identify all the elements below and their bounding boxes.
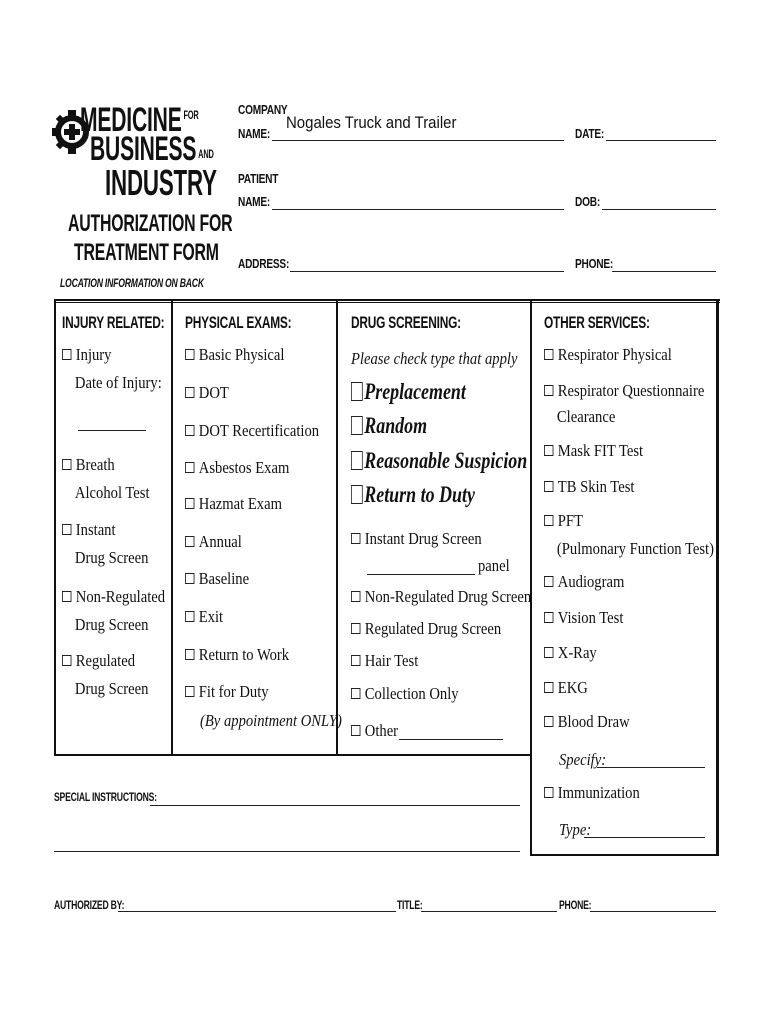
logo-word-medicine: MEDICINE	[80, 101, 182, 139]
table-bottom-border	[54, 754, 532, 756]
other-item[interactable]	[544, 441, 643, 461]
other-bottom-border	[530, 854, 719, 856]
checkbox[interactable]	[185, 573, 194, 584]
breath-label: Breath	[75, 455, 115, 474]
appointment-note: (By appointment ONLY)	[200, 711, 342, 730]
checkbox[interactable]	[544, 349, 553, 360]
other-item[interactable]	[544, 572, 624, 592]
drug-type-label: Preplacement	[364, 379, 466, 404]
logo-word-industry: INDUSTRY	[105, 162, 217, 203]
injury-option[interactable]	[62, 345, 162, 393]
phone-label: PHONE:	[575, 256, 614, 271]
checkbox[interactable]	[351, 382, 363, 401]
physical-label: Baseline	[198, 569, 250, 588]
drug-label: Hair Test	[364, 651, 419, 670]
other-item[interactable]	[544, 678, 588, 698]
form-title-line2: TREATMENT FORM	[74, 239, 219, 266]
checkbox[interactable]	[544, 787, 553, 798]
alcohol-test-label: Alcohol Test	[74, 483, 150, 502]
table-top-border	[54, 299, 720, 301]
form-title-line1: AUTHORIZATION FOR	[68, 210, 233, 237]
checkbox[interactable]	[351, 533, 360, 544]
checkbox[interactable]	[351, 725, 360, 736]
type-field[interactable]	[584, 837, 705, 838]
drug-item[interactable]	[351, 651, 418, 671]
col-divider-3	[530, 299, 532, 856]
specify-label: Specify:	[559, 750, 607, 769]
immunization-label: Immunization	[557, 783, 640, 802]
pft-description: (Pulmonary Function Test)	[556, 539, 714, 558]
physical-item[interactable]	[185, 421, 319, 441]
logo-and: AND	[198, 147, 214, 161]
drug-type-label: Random	[364, 413, 428, 438]
physical-label: DOT Recertification	[198, 421, 320, 440]
checkbox[interactable]	[351, 591, 360, 602]
checkbox[interactable]	[62, 591, 71, 602]
instant-drug-screen-label: Drug Screen	[74, 548, 149, 567]
other-item[interactable]	[544, 608, 623, 628]
physical-label: Fit for Duty	[198, 682, 269, 701]
title-field[interactable]	[421, 911, 557, 912]
tb-label: TB Skin Test	[557, 477, 635, 496]
logo	[50, 98, 215, 203]
company-name-value: Nogales Truck and Trailer	[286, 113, 457, 132]
physical-item[interactable]	[185, 532, 242, 552]
physical-label: Basic Physical	[198, 345, 285, 364]
checkbox[interactable]	[185, 611, 194, 622]
drug-item[interactable]	[351, 529, 482, 549]
checkbox[interactable]	[185, 649, 194, 660]
physical-header: PHYSICAL EXAMS:	[185, 313, 292, 332]
checkbox[interactable]	[351, 655, 360, 666]
physical-item[interactable]	[185, 682, 269, 702]
checkbox[interactable]	[351, 416, 363, 435]
checkbox[interactable]	[185, 387, 194, 398]
other-item[interactable]	[544, 381, 704, 427]
other-item[interactable]	[544, 477, 634, 497]
physical-item[interactable]	[185, 383, 229, 403]
drug-label: Non-Regulated Drug Screen	[364, 587, 532, 606]
patient-label-1: PATIENT	[238, 171, 279, 186]
drug-item[interactable]	[351, 619, 501, 639]
physical-label: Asbestos Exam	[198, 458, 290, 477]
blood-draw-label: Blood Draw	[557, 712, 630, 731]
checkbox[interactable]	[351, 688, 360, 699]
physical-item[interactable]	[185, 458, 289, 478]
checkbox[interactable]	[185, 462, 194, 473]
panel-label: panel	[478, 556, 510, 575]
checkbox[interactable]	[185, 536, 194, 547]
date-of-injury-label: Date of Injury:	[74, 373, 162, 392]
reg-drug-screen-label: Drug Screen	[74, 679, 149, 698]
nonreg-drug-option[interactable]	[62, 587, 165, 635]
checkbox[interactable]	[62, 524, 71, 535]
special-instructions-label: SPECIAL INSTRUCTIONS:	[54, 790, 157, 804]
other-item[interactable]	[544, 511, 714, 559]
logo-for: FOR	[183, 108, 199, 122]
drug-item[interactable]	[351, 721, 398, 741]
checkbox[interactable]	[544, 682, 553, 693]
footer-phone-field[interactable]	[590, 911, 716, 912]
date-label: DATE:	[575, 126, 605, 141]
date-of-injury-field[interactable]	[78, 430, 146, 431]
patient-label-2: NAME:	[238, 194, 271, 209]
checkbox[interactable]	[185, 686, 194, 697]
breath-alcohol-option[interactable]	[62, 455, 150, 503]
address-field[interactable]	[290, 257, 564, 272]
injury-header: INJURY RELATED:	[62, 313, 165, 332]
other-item[interactable]	[544, 783, 640, 803]
drug-type-option[interactable]	[351, 379, 466, 405]
col-divider-2	[336, 299, 338, 756]
special-instructions-field-2[interactable]	[54, 851, 520, 852]
respirator-questionnaire-label: Respirator Questionnaire	[557, 381, 705, 400]
drug-header: DRUG SCREENING:	[351, 313, 461, 332]
drug-type-option[interactable]	[351, 482, 475, 508]
logo-word-business: BUSINESS	[90, 130, 197, 168]
checkbox[interactable]	[544, 716, 553, 727]
checkbox[interactable]	[544, 576, 553, 587]
company-label-1: COMPANY	[238, 102, 288, 117]
checkbox[interactable]	[544, 612, 553, 623]
drug-label: Instant Drug Screen	[364, 529, 482, 548]
drug-type-label: Reasonable Suspicion	[364, 448, 528, 473]
nonreg-label: Non-Regulated	[75, 587, 166, 606]
drug-label: Regulated Drug Screen	[364, 619, 502, 638]
clearance-label: Clearance	[556, 407, 616, 426]
checkbox[interactable]	[544, 481, 553, 492]
location-note: LOCATION INFORMATION ON BACK	[60, 276, 204, 290]
vision-label: Vision Test	[557, 608, 624, 627]
drug-type-label: Return to Duty	[364, 482, 475, 507]
type-label: Type:	[559, 820, 592, 839]
physical-item[interactable]	[185, 645, 289, 665]
reg-drug-option[interactable]	[62, 651, 148, 699]
drug-item[interactable]	[351, 684, 459, 704]
physical-label: Return to Work	[198, 645, 290, 664]
physical-label: Annual	[198, 532, 242, 551]
drug-item[interactable]	[351, 587, 531, 607]
other-item[interactable]	[544, 345, 672, 365]
checkbox[interactable]	[62, 655, 71, 666]
drug-instruction: Please check type that apply	[351, 349, 518, 368]
physical-label: Hazmat Exam	[198, 494, 282, 513]
other-header: OTHER SERVICES:	[544, 313, 650, 332]
col-divider-1	[171, 299, 173, 756]
instant-drug-option[interactable]	[62, 520, 148, 568]
ekg-label: EKG	[557, 678, 588, 697]
checkbox[interactable]	[62, 349, 71, 360]
pft-label: PFT	[557, 511, 583, 530]
drug-label: Other	[364, 721, 399, 740]
checkbox[interactable]	[544, 515, 553, 526]
authorized-by-field[interactable]	[118, 911, 396, 912]
table-top-border-inner	[54, 302, 720, 303]
checkbox[interactable]	[351, 623, 360, 634]
dob-label: DOB:	[575, 194, 600, 209]
physical-item[interactable]	[185, 345, 284, 365]
injury-label: Injury	[75, 345, 112, 364]
mask-fit-label: Mask FIT Test	[557, 441, 644, 460]
checkbox[interactable]	[544, 647, 553, 658]
title-label: TITLE:	[397, 898, 423, 912]
xray-label: X-Ray	[557, 643, 597, 662]
patient-name-field[interactable]	[272, 195, 564, 210]
checkbox[interactable]	[351, 451, 363, 470]
checkbox[interactable]	[185, 349, 194, 360]
audiogram-label: Audiogram	[557, 572, 625, 591]
drug-type-option[interactable]	[351, 413, 427, 439]
footer-phone-label: PHONE:	[559, 898, 592, 912]
table-right-border	[716, 299, 719, 856]
physical-label: Exit	[198, 607, 224, 626]
dob-field[interactable]	[602, 195, 716, 210]
date-field[interactable]	[606, 126, 716, 141]
table-left-border	[54, 299, 56, 756]
company-label-2: NAME:	[238, 126, 271, 141]
instant-label: Instant	[75, 520, 116, 539]
panel-field[interactable]	[367, 574, 475, 575]
checkbox[interactable]	[351, 485, 363, 504]
reg-label: Regulated	[75, 651, 136, 670]
respirator-physical-label: Respirator Physical	[557, 345, 672, 364]
checkbox[interactable]	[185, 425, 194, 436]
other-item[interactable]	[544, 643, 597, 663]
drug-label: Collection Only	[364, 684, 459, 703]
physical-label: DOT	[198, 383, 229, 402]
special-instructions-field[interactable]	[150, 805, 520, 806]
physical-item[interactable]	[185, 607, 223, 627]
drug-type-option[interactable]	[351, 448, 527, 474]
nonreg-drug-screen-label: Drug Screen	[74, 615, 149, 634]
physical-item[interactable]	[185, 494, 282, 514]
other-drug-field[interactable]	[399, 739, 503, 740]
checkbox[interactable]	[62, 459, 71, 470]
physical-item[interactable]	[185, 569, 249, 589]
other-item[interactable]	[544, 712, 630, 732]
address-label: ADDRESS:	[238, 256, 290, 271]
phone-field[interactable]	[612, 257, 716, 272]
checkbox[interactable]	[544, 385, 553, 396]
specify-field[interactable]	[597, 767, 705, 768]
authorized-by-label: AUTHORIZED BY:	[54, 898, 125, 912]
checkbox[interactable]	[185, 498, 194, 509]
checkbox[interactable]	[544, 445, 553, 456]
